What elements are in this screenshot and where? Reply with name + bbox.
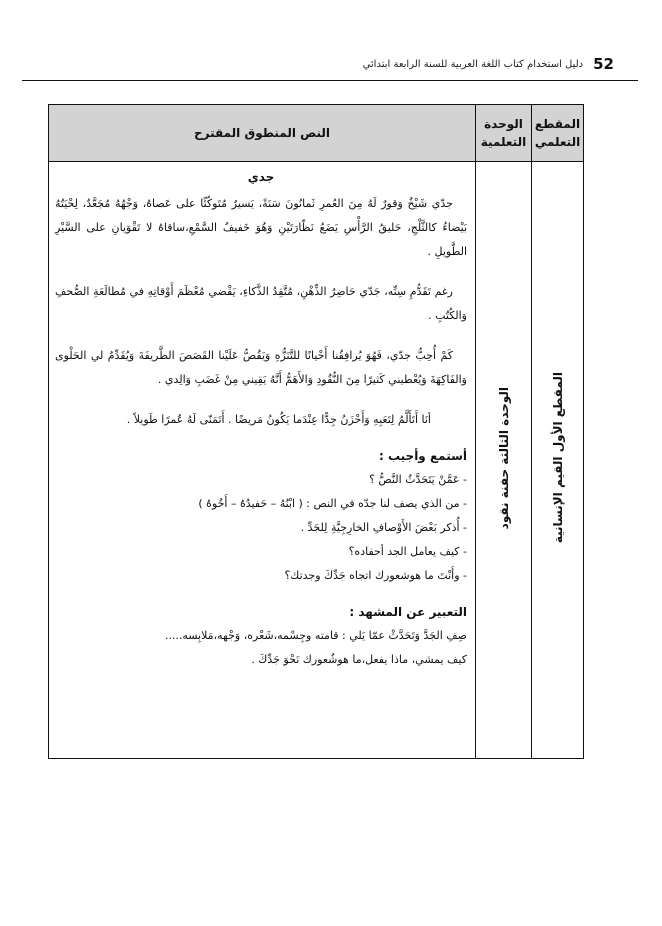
segment-label: المقطع الأول القيم الإنسانية	[550, 372, 565, 544]
table-header-row	[49, 105, 584, 162]
listen-title: أستمع وأجيب :	[378, 449, 467, 463]
page-header	[24, 52, 614, 76]
header-unit: الوحدة التعلمية	[476, 105, 532, 162]
text-cell	[49, 162, 476, 759]
unit-label: الوحدة الثالثة حفنة نقود	[496, 386, 511, 530]
express-line: صِفِ الجَدَّ وَتَحَدَّثْ عمّا يَلي : قامته وجِسْمه،شَعْره، وَجْهه،مَلابِسه.....	[164, 629, 467, 642]
story-paragraph-1: جدّي شَيْخٌ وَقورٌ لَهُ مِنَ العُمرِ ثَمانُونَ سَنَةً، يَسيرُ مُتَوكّئًا على عَصاهُ، وَجْهُهُ مُجَعَّدٌ، لِحْيَتُهُ بَيْضاءُ كالثَّلْجِ، حَليقُ الرَّأْسِ يَضَعُ نَظّارَتَيْنِ وَهُوَ خَفيفُ السَّمْعِ،ساقاهُ لا تَقْوَيانِ على السَّيْرِ الطَّويلِ .	[55, 197, 467, 258]
express-line: كيف يمشي، ماذا يفعل،ما هوشُعورك نَحْوَ جَدِّكَ .	[251, 653, 467, 666]
header-divider	[22, 80, 638, 81]
story-paragraph-3: كَمْ أُحِبُّ جدّي، فَهُوَ يُرافِقُنا أَحْيانًا للتَّنَزُّهِ وَيَقُصُّ عَلَيْنا القَصَصَ الطَّريفَةَ وَيُقَدِّمُ لي الحَلْوى وَالفَاكِهَةَ وَيُعْطيني كَثيرًا مِنَ النُّقُودِ وَالأَهَمُّ أَنَّهُ يَقِيني مِنْ غَضَبِ وَالِدي .	[55, 349, 467, 386]
header-title: دليل استخدام كتاب اللغة العربية للسنة الرابعة ابتدائي	[362, 58, 584, 70]
story-title: جدي	[247, 170, 275, 184]
header-segment: المقطع التعلمي	[532, 105, 584, 162]
question-item: - وأَنْتَ ما هوشعورك اتجاه جَدِّكَ وجدتك؟	[284, 569, 467, 582]
table-row	[49, 162, 584, 759]
story-paragraph-2: رغم تَقَدُّمِ سِنِّه، جَدّي حَاضِرُ الذِّهْنِ، مُتَّقِدُ الذَّكاءِ، يَقْضي مُعْظَمَ أَوْقاتِهِ في مُطالَعَةِ الصُّحفِ وَالكُتُبِ .	[55, 285, 467, 322]
express-title: التعبير عن المشهد :	[349, 605, 467, 619]
question-item: - أُذكر بَعْضَ الأَوْصافِ الخارِجِيَّةِ لِلجَدِّ .	[300, 521, 467, 534]
story-paragraph-4: أنَا أَتَأَلَّمُ لِتَعَبِهِ وَأَحْزَنُ جِدًّا عِنْدَما يَكُونُ مَريضًا . أَتَمَنّى لَهُ عُمرًا طَويلاً .	[126, 413, 431, 426]
header-text: النص المنطوق المقترح	[49, 105, 476, 162]
lesson-table	[48, 104, 584, 759]
question-item: - عَمَّنْ يَتَحَدَّثُ النَّصُّ ؟	[369, 473, 467, 486]
unit-cell	[476, 162, 532, 759]
page-number: 52	[593, 55, 614, 73]
question-item: - من الذي يصف لنا جدّه في النص : ( ابْنُهُ – حَفيدُهُ – أَخُوهُ )	[198, 497, 467, 510]
segment-cell	[532, 162, 584, 759]
question-item: - كيف يعامل الجد أحفاده؟	[348, 545, 467, 558]
